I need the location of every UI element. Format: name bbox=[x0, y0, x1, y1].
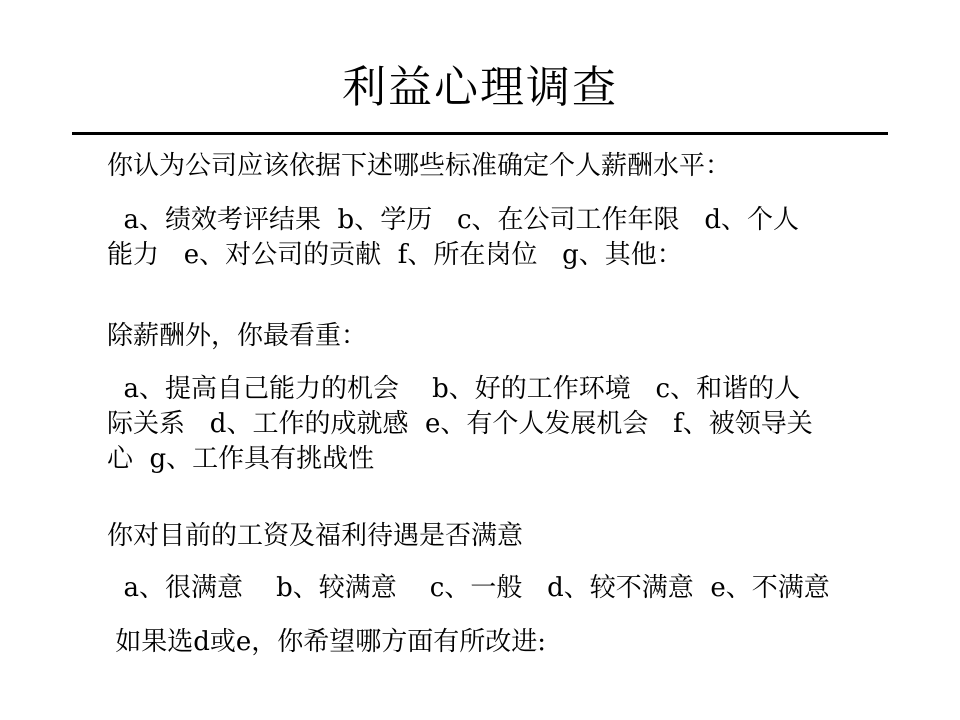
question-2: 除薪酬外，你最看重： bbox=[107, 321, 368, 351]
question-2-options-line-3: 心 g、工作具有挑战性 bbox=[107, 444, 375, 474]
question-2-options-line-1: a、提高自己能力的机会 b、好的工作环境 c、和谐的人 bbox=[107, 374, 801, 404]
question-3: 你对目前的工资及福利待遇是否满意 bbox=[107, 521, 524, 551]
page-title: 利益心理调查 bbox=[342, 62, 618, 113]
question-3-followup: 如果选d或e，你希望哪方面有所改进: bbox=[107, 627, 547, 657]
question-2-options-line-2: 际关系 d、工作的成就感 e、有个人发展机会 f、被领导关 bbox=[107, 409, 813, 439]
question-1: 你认为公司应该依据下述哪些标准确定个人薪酬水平： bbox=[107, 151, 732, 181]
title-divider bbox=[72, 132, 888, 135]
question-3-options-line-1: a、很满意 b、较满意 c、一般 d、较不满意 e、不满意 bbox=[107, 573, 830, 603]
question-1-options-line-1: a、绩效考评结果 b、学历 c、在公司工作年限 d、个人 bbox=[107, 205, 799, 235]
question-1-options-line-2: 能力 e、对公司的贡献 f、所在岗位 g、其他： bbox=[107, 240, 683, 270]
